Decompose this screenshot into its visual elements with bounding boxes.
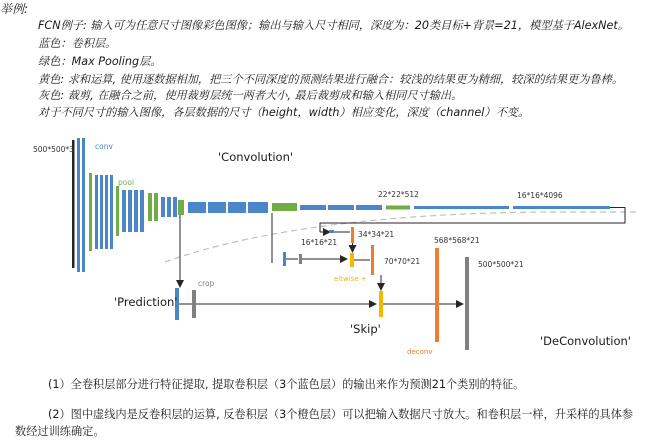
pool-layer-4 — [154, 193, 158, 221]
conv-layer-4 — [100, 175, 103, 249]
intro-line-fcn: FCN例子: 输入可为任意尺寸图像彩色图像；输出与输入尺寸相同，深度为：20类目标+背景=21，模型基于AlexNet。 — [38, 19, 629, 32]
size-16-4096-label: 16*16*4096 — [517, 191, 563, 200]
conv-layer-12 — [167, 197, 171, 217]
conv-layer-13 — [173, 197, 177, 217]
intro-line-green: 绿色：Max Pooling层。 — [38, 55, 162, 68]
conv-layer-16 — [228, 202, 246, 213]
size-70-label: 70*70*21 — [384, 257, 421, 266]
pool-layer-5 — [178, 200, 184, 215]
convolution-title: 'Convolution' — [218, 150, 294, 164]
conv-layer-14 — [188, 202, 206, 213]
fc-conv-layer-1 — [414, 206, 509, 209]
conv-layer-7 — [122, 190, 126, 232]
prediction-title: 'Prediction' — [114, 295, 178, 309]
conv-layer-3 — [95, 175, 98, 249]
sum-layer-2 — [379, 291, 383, 317]
pool-layer-7 — [386, 206, 410, 210]
note-2-line-1: (2）图中虚线内是反卷积层的运算, 反卷积层（3个橙色层）可以把输入数据尺寸放大。和卷积层一样，升采样的具体参 — [48, 408, 634, 421]
conv-layer-2 — [82, 138, 85, 272]
size-34-label: 34*34*21 — [358, 230, 395, 239]
output-crop-layer — [465, 257, 469, 350]
intro-line-yellow: 黄色: 求和运算, 使用逐数据相加，把三个不同深度的预测结果进行融合：较浅的结果更为精细，较深的结果更为鲁棒。 — [38, 73, 624, 86]
fc-conv-layer-2 — [513, 206, 610, 209]
crop-layer-2 — [192, 290, 196, 318]
size-568-label: 568*568*21 — [434, 236, 480, 245]
pool-layer-6 — [272, 203, 297, 211]
pool-label: pool — [118, 178, 135, 187]
note-1: (1）全卷积层部分进行特征提取, 提取卷积层（3个蓝色层）的输出来作为预测21个类别的特征。 — [48, 378, 525, 391]
deconv-dashed-boundary — [165, 212, 640, 262]
conv-layer-8 — [128, 190, 132, 232]
deconv-layer-3 — [435, 248, 439, 342]
conv-layer-10 — [140, 190, 144, 232]
conv-layer-6 — [110, 175, 113, 249]
conv-layer-9 — [134, 190, 138, 232]
deconv-layer-2 — [371, 245, 374, 275]
conv-layer-18 — [300, 205, 326, 210]
conv-layer-5 — [105, 175, 108, 249]
deconv-layer-1 — [351, 227, 354, 243]
sum-layer-1 — [350, 253, 354, 267]
skip-conv-layer-1 — [283, 252, 286, 266]
conv-layer-15 — [208, 202, 226, 213]
deconv-label: deconv — [407, 348, 433, 356]
conv-layer-20 — [356, 205, 382, 210]
pool-layer-3 — [148, 193, 152, 221]
intro-line-size: 对于不同尺寸的输入图像，各层数据的尺寸（height，width）相应变化，深度（channel）不变。 — [38, 106, 530, 119]
conv-label: conv — [95, 142, 113, 151]
conv-layer-19 — [328, 205, 354, 210]
crop-label: crop — [198, 279, 215, 288]
pool-layer-1 — [89, 173, 92, 251]
input-size-label: 500*500*3 — [33, 145, 74, 154]
score-conv-layer — [329, 230, 334, 233]
fc-return-line — [320, 208, 625, 233]
deconvolution-title: 'DeConvolution' — [540, 334, 631, 348]
intro-heading: 举例: — [0, 2, 29, 16]
size-22-label: 22*22*512 — [378, 190, 419, 199]
conv-layer-1 — [77, 138, 80, 272]
note-2-line-2: 数经过训练确定。 — [15, 425, 105, 438]
conv-layer-11 — [161, 197, 165, 217]
input-layer-bar — [72, 140, 75, 268]
intro-line-gray: 灰色: 裁剪, 在融合之前，使用裁剪层统一两者大小, 最后裁剪成和输入相同尺寸输出。 — [38, 89, 463, 102]
pool-layer-2 — [116, 186, 119, 236]
crop-layer-1 — [299, 254, 302, 264]
eltwise-label: eltwise + — [334, 275, 367, 283]
size-16-21-label: 16*16*21 — [301, 238, 338, 247]
skip-title: 'Skip' — [350, 322, 381, 336]
size-500-21-label: 500*500*21 — [478, 260, 524, 269]
intro-line-blue: 蓝色：卷积层。 — [38, 37, 117, 50]
conv-layer-17 — [248, 202, 268, 213]
